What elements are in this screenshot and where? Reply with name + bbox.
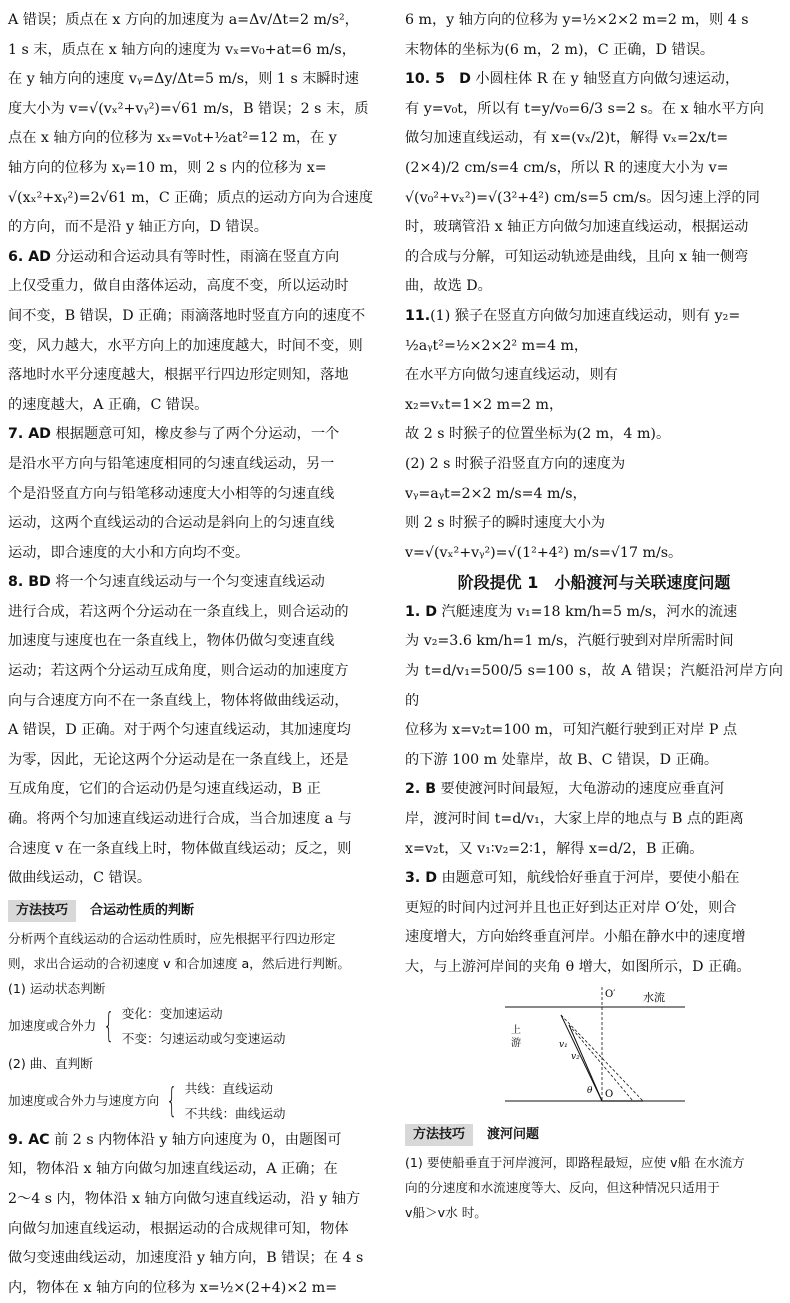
method-text: (1) 要使船垂直于河岸渡河，即路程最短，应使 v船 在水流方 [405,1155,745,1171]
method-title: 渡河问题 [487,1127,540,1143]
label-theta: θ [587,1085,593,1096]
text-line [8,243,386,273]
method-header [8,900,386,922]
stage-answer-3 [405,864,783,982]
method-text: 分析两个直线运动的合运动性质时，应先根据平行四边形定 [8,930,336,946]
text-line [8,1126,386,1156]
text-line: 向与合速度方向不在一条直线上，物体将做曲线运动， [8,692,349,709]
brace-left-label: 加速度或合外力 [8,1018,97,1034]
label-upstream [511,1023,521,1049]
text-line: √(v₀²+vₓ²)=√(3²+4²) cm/s=5 cm/s。因匀速上浮的同 [405,189,760,206]
stage-answer-1 [405,598,783,776]
answer-8 [8,568,386,894]
text-line: 个是沿竖直方向与铅笔移动速度大小相等的匀速直线 [8,485,335,502]
text-line: 2～4 s 内，物体沿 x 轴方向做匀速直线运动，沿 y 轴方 [8,1191,361,1207]
answer-text: 汽艇速度为 v₁=18 km/h=5 m/s，河水的流速 [436,603,738,620]
answer-6 [8,243,386,421]
method-label: 方法技巧 [405,1124,473,1146]
text-line [405,864,783,894]
answer-text: 要使渡河时间最短，大龟游动的速度应垂直河 [436,781,725,798]
text-line: x=v₂t，又 v₁∶v₂=2∶1，解得 x=d/2，B 正确。 [405,840,704,857]
brace-glyph: { [103,1005,115,1046]
answer-text: 分运动和合运动具有等时性，雨滴在竖直方向 [50,248,340,265]
right-column [405,6,783,1225]
answer-number: 8. BD [8,574,51,591]
text-line: 互成角度，它们的合运动仍是匀速直线运动，B 正 [8,781,321,798]
text-line: 有 y=v₀t，所以有 t=y/v₀=6/3 s=2 s。在 x 轴水平方向 [405,100,764,117]
method-subhead: (1) 运动状态判断 [8,980,106,996]
text-line: 的方向，而不是沿 y 轴正方向，D 错误。 [8,219,268,236]
text-line: v=√(vₓ²+vᵧ²)=√(1²+4²) m/s=√17 m/s。 [405,544,683,561]
brace-option: 变化：变加速运动 [121,1005,223,1021]
answer-number: 3. D [405,870,437,887]
text-line: 是沿水平方向与铅笔速度相同的匀速直线运动，另一 [8,455,335,472]
text-line: √(xₓ²+xᵧ²)=2√61 m，C 正确；质点的运动方向为合速度 [8,189,373,206]
vector-v1 [561,1015,602,1101]
text-line [405,775,783,805]
answer-number: 1. D [405,603,437,620]
answer-7 [8,420,386,568]
text-line [405,302,783,332]
text-line: 的下游 100 m 处靠岸，故 B、C 错误，D 正确。 [405,751,719,768]
answer-text: 将一个匀速直线运动与一个匀变速直线运动 [50,574,325,591]
text-line: 为 v₂=3.6 km/h=1 m/s，汽艇行驶到对岸所需时间 [405,633,734,650]
text-line: 的合成与分解，可知运动轨迹是曲线，且向 x 轴一侧弯 [405,248,749,265]
answer-number: 2. B [405,781,437,798]
method-header [405,1124,783,1146]
text-line: 变，风力越大，水平方向上的加速度越大，时间不变，则 [8,337,363,354]
text-line: 为 t=d/v₁=500/5 s=100 s，故 A 错误；汽艇沿河岸方向的 [405,663,783,709]
stage-answer-2 [405,775,783,864]
answer-10 [405,65,783,302]
text-line: 速度增大，方向始终垂直河岸。小船在静水中的速度增 [405,929,746,946]
text-line: 确。将两个匀加速直线运动进行合成，当合加速度 a 与 [8,811,352,828]
label-upstream-char: 游 [511,1037,521,1049]
method-text: 则，求出合运动的合初速度 v 和合加速度 a，然后进行判断。 [8,955,351,971]
vector-v1-alt [569,1025,602,1101]
method-box-composite-motion [8,900,386,1126]
answer-number: 11. [405,307,431,324]
answer-text: 由题意可知，航线恰好垂直于河岸，要使小船在 [436,870,740,887]
text-line: A 错误，D 正确。对于两个匀速直线运动，其加速度均 [8,722,351,739]
text-line: 更短的时间内过河并且也正好到达正对岸 O′处，则合 [405,899,737,916]
brace-option: 不变：匀速运动或匀变速运动 [121,1030,286,1046]
text-line [405,598,783,628]
brace-options [122,1001,286,1051]
left-column [8,6,386,1303]
label-flow: 水流 [643,990,665,1004]
brace-glyph: { [166,1080,178,1121]
label-upstream-char: 上 [511,1024,521,1036]
answer-text: 前 2 s 内物体沿 y 轴方向速度为 0，由题图可 [49,1131,342,1148]
brace-group-curve [8,1076,386,1126]
method-box-river-crossing [405,1124,783,1225]
method-label: 方法技巧 [8,900,76,922]
brace-options [185,1076,286,1126]
text-line: 点在 x 轴方向的位移为 xₓ=v₀t+½at²=12 m，在 y [8,130,337,147]
text-line: 间不变，B 错误，D 正确；雨滴落地时竖直方向的速度不 [8,307,366,324]
text-line: 大，与上游河岸间的夹角 θ 增大，如图所示，D 正确。 [405,959,751,975]
text-line: 运动，这两个直线运动的合运动是斜向上的匀速直线 [8,515,335,532]
text-line: A 错误；质点在 x 方向的加速度为 a=Δv/Δt=2 m/s²， [8,12,359,28]
text-line: vᵧ=aᵧt=2×2 m/s=4 m/s， [405,485,587,502]
answer-text: 根据题意可知，橡皮参与了两个分运动，一个 [50,426,340,443]
text-line: 进行合成，若这两个分运动在一条直线上，则合运动的 [8,603,349,620]
text-line: 合速度 v 在一条直线上时，物体做直线运动；反之，则 [8,840,352,857]
text-line: 做曲线运动，C 错误。 [8,870,152,887]
text-line [8,568,386,598]
text-line: 轴方向的位移为 xᵧ=10 m，则 2 s 内的位移为 x= [8,159,327,176]
text-line: 为零，因此，无论这两个分运动是在一条直线上，还是 [8,751,349,768]
text-line: 曲，故选 D。 [405,278,492,295]
answer-number: 10. 5 D [405,71,471,88]
answer-11 [405,302,783,568]
method-text: 向的分速度和水流速度等大、反向，但这种情况只适用于 [405,1180,720,1196]
brace-group-state [8,1001,386,1051]
text-line: (2) 2 s 时猴子沿竖直方向的速度为 [405,455,626,472]
method-title: 合运动性质的判断 [90,903,195,919]
answer-text: 小圆柱体 R 在 y 轴竖直方向做匀速运动， [470,71,740,88]
label-o-prime: O′ [605,988,616,1000]
brace-left-label: 加速度或合外力与速度方向 [8,1093,160,1109]
text-line: 故 2 s 时猴子的位置坐标为(2 m，4 m)。 [405,426,671,443]
text-line: 上仅受重力，做自由落体运动，高度不变，所以运动时 [8,278,349,295]
text-line: 1 s 末，质点在 x 轴方向的速度为 vₓ=v₀+at=6 m/s， [8,41,356,58]
text-line: 知，物体沿 x 轴方向做匀加速直线运动，A 正确；在 [8,1161,338,1178]
label-v2: v₂ [571,1051,580,1062]
dashed-helper-2 [569,1025,633,1101]
text-line: 加速度与速度也在一条直线上，物体仍做匀变速直线 [8,633,335,650]
text-line: 运动，即合速度的大小和方向均不变。 [8,544,250,561]
brace-option: 共线：直线运动 [184,1080,273,1096]
text-line: 落地时水平分速度越大，根据平行四边形定则知，落地 [8,367,349,384]
answer-text: (1) 猴子在竖直方向做匀加速直线运动，则有 y₂= [430,307,741,324]
text-line: 做匀加速直线运动，有 x=(vₓ/2)t，解得 vₓ=2x/t= [405,130,729,147]
answer-number: 9. AC [8,1131,50,1148]
answer-9 [8,1126,386,1303]
text-line: 向做匀加速直线运动，根据运动的合成规律可知，物体 [8,1220,349,1237]
answer-9-continued [405,6,783,65]
text-line: ½aᵧt²=½×2×2² m=4 m， [405,337,589,354]
text-line: 时，玻璃管沿 x 轴正方向做匀加速直线运动，根据运动 [405,219,749,236]
text-line: 做匀变速曲线运动，加速度沿 y 轴方向，B 错误；在 4 s [8,1250,364,1267]
method-text: v船＞v水 时。 [405,1205,487,1221]
text-line [8,420,386,450]
river-crossing-diagram [505,985,685,1107]
label-o: O [605,1088,614,1100]
text-line: 在 y 轴方向的速度 vᵧ=Δy/Δt=5 m/s，则 1 s 末瞬时速 [8,71,359,88]
text-line: x₂=vₓt=1×2 m=2 m， [405,396,564,413]
text-line: 则 2 s 时猴子的瞬时速度大小为 [405,515,606,532]
brace-option: 不共线：曲线运动 [184,1105,286,1121]
text-line: 运动；若这两个分运动互成角度，则合运动的加速度方 [8,663,349,680]
text-line: 在水平方向做匀速直线运动，则有 [405,367,618,384]
answer-5-continued [8,6,386,243]
text-line: 的速度越大，A 正确，C 错误。 [8,396,209,413]
text-line: 度大小为 v=√(vₓ²+vᵧ²)=√61 m/s，B 错误；2 s 末，质 [8,100,369,117]
text-line: 内，物体在 x 轴方向的位移为 x=½×(2+4)×2 m= [8,1279,338,1296]
answer-number: 7. AD [8,426,51,443]
text-line: (2×4)/2 cm/s=4 cm/s，所以 R 的速度大小为 v= [405,159,729,176]
stage-title: 阶段提优 1 小船渡河与关联速度问题 [457,573,731,593]
text-line: 岸，渡河时间 t=d/v₁，大家上岸的地点与 B 点的距离 [405,811,744,828]
text-line: 位移为 x=v₂t=100 m，可知汽艇行驶到正对岸 P 点 [405,722,738,739]
text-line: 6 m，y 轴方向的位移为 y=½×2×2 m=2 m，则 4 s [405,12,749,28]
answer-number: 6. AD [8,248,51,265]
method-subhead: (2) 曲、直判断 [8,1055,93,1071]
label-v1: v₁ [559,1039,568,1050]
text-line: 末物体的坐标为(6 m，2 m)，C 正确，D 错误。 [405,41,715,58]
text-line [405,65,783,95]
